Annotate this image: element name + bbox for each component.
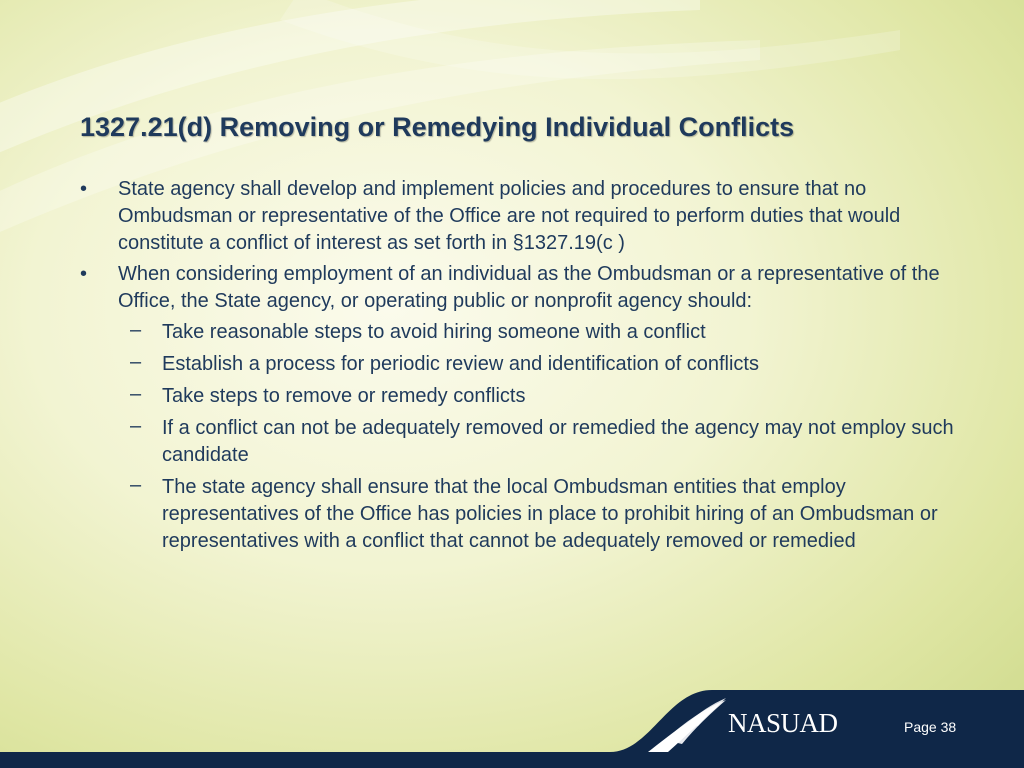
- bullet-marker: •: [80, 263, 88, 285]
- sub-bullet-marker: –: [130, 319, 142, 341]
- slide-title: 1327.21(d) Removing or Remedying Individual Conflicts: [80, 112, 795, 142]
- sub-bullet-text: The state agency shall ensure that the local Ombudsman entities that employ representatives of the Office has policies in place to prohibit hiring of an Ombudsman or representatives with a conflict that cannot be adequately removed or remedied: [162, 476, 938, 552]
- sub-bullet-marker: –: [130, 474, 142, 496]
- bullet-marker: •: [80, 178, 88, 200]
- sub-bullet-text: If a conflict can not be adequately removed or remedied the agency may not employ such candidate: [162, 417, 954, 466]
- sub-bullet-marker: –: [130, 415, 142, 437]
- sub-bullet-text: Establish a process for periodic review and identification of conflicts: [162, 353, 759, 375]
- bullet-text: State agency shall develop and implement policies and procedures to ensure that no Ombudsman or representative of the Office are not required to perform duties that would constitute a conflict of interest as set forth in §1327.19(c ): [118, 178, 901, 254]
- page-number: Page 38: [904, 719, 957, 735]
- sub-bullet-text: Take reasonable steps to avoid hiring someone with a conflict: [162, 321, 706, 343]
- sub-bullet-marker: –: [130, 383, 142, 405]
- nasuad-logo-text: NASUAD: [728, 708, 838, 738]
- sub-bullet-marker: –: [130, 351, 142, 373]
- bullet-text: When considering employment of an individual as the Ombudsman or a representative of the Office, the State agency, or operating public or nonprofit agency should:: [118, 263, 940, 312]
- sub-bullet-text: Take steps to remove or remedy conflicts: [162, 385, 526, 407]
